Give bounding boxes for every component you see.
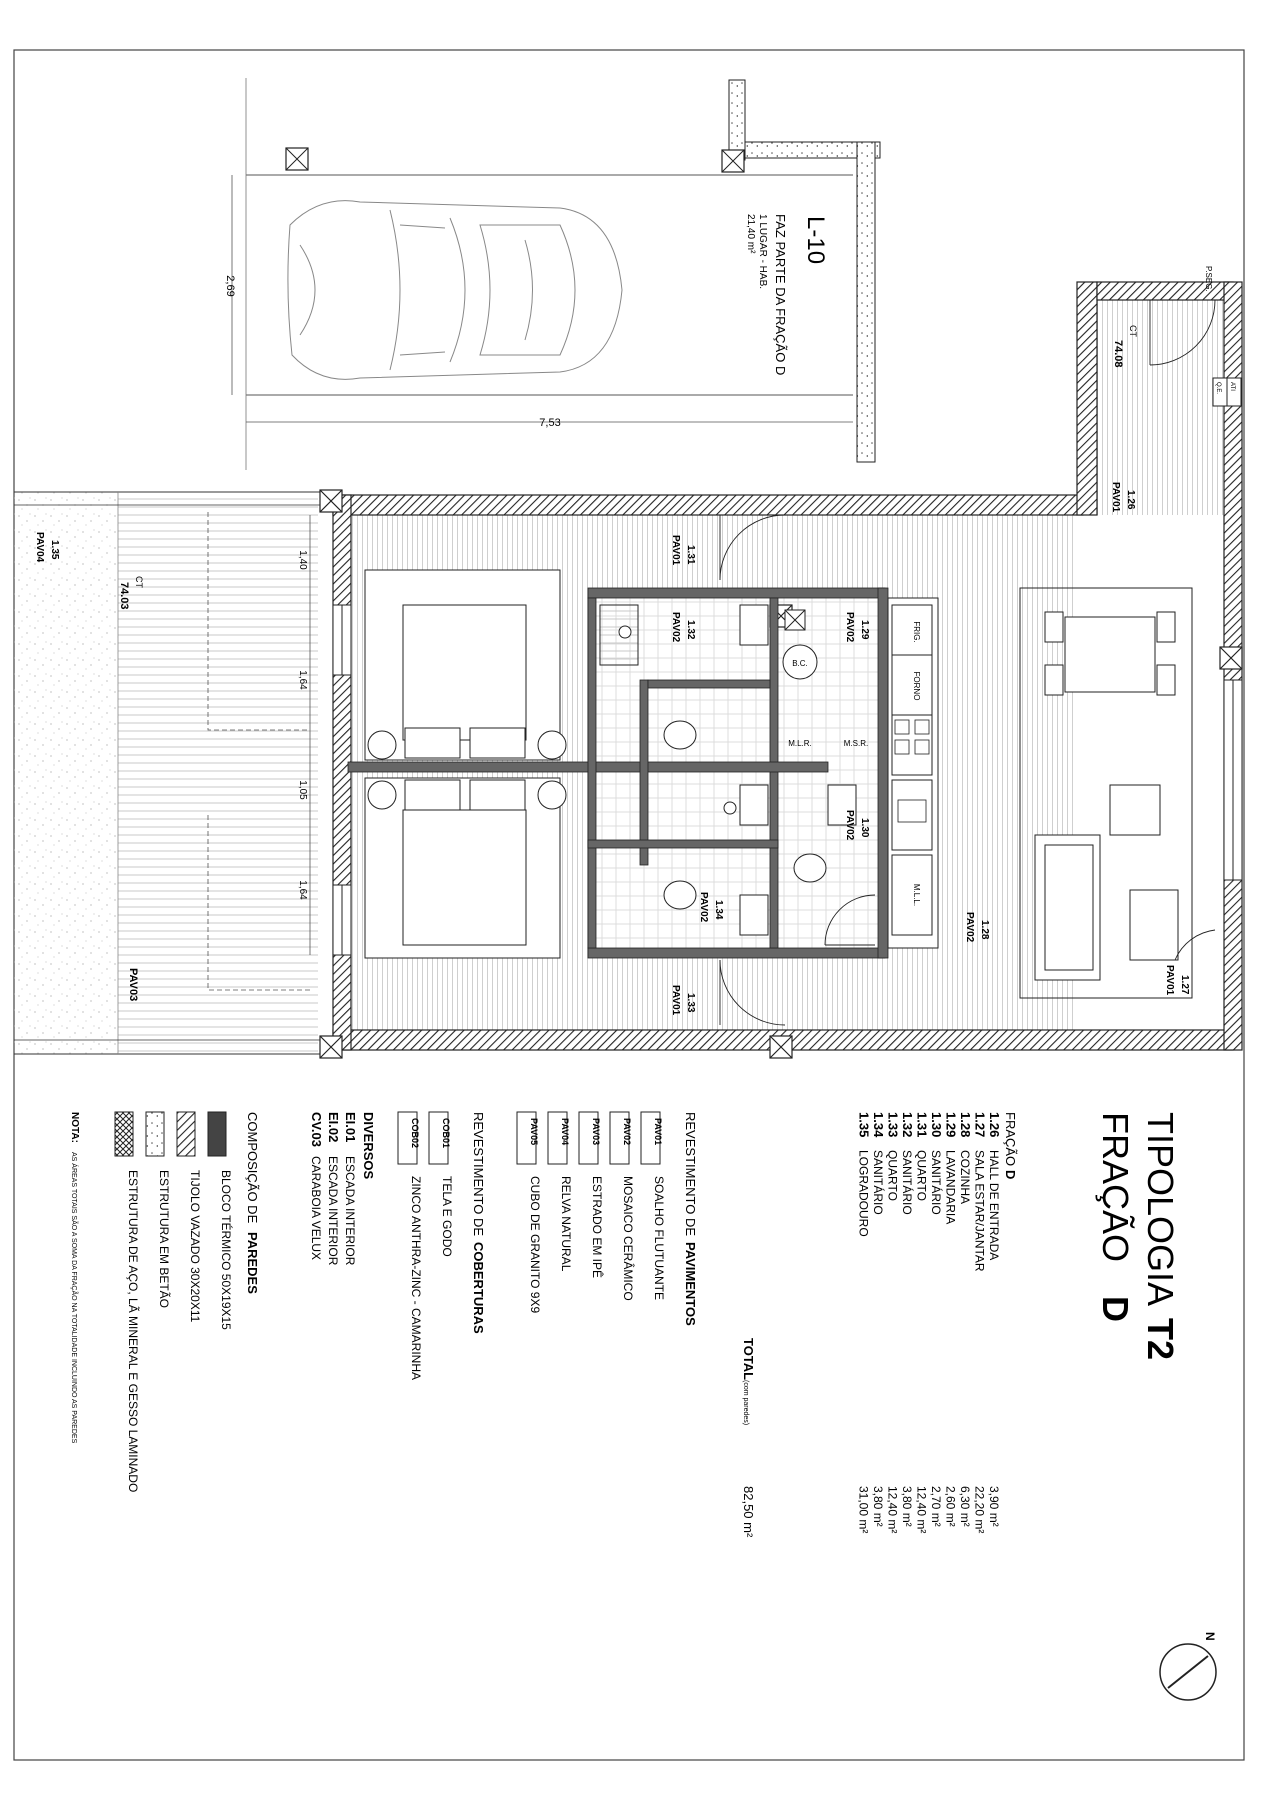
area-value: 2,60 m² (943, 1486, 958, 1527)
cob-name: TELA E GODO (440, 1176, 454, 1257)
room-code-130: 1.30 (859, 818, 870, 838)
room-code-126: 1.26 (1125, 490, 1136, 510)
diversos-name: CARABOIA VELUX (309, 1156, 323, 1261)
cob-code: COB02 (410, 1118, 420, 1149)
room-code-129: 1.29 (859, 620, 870, 640)
room-code-133: 1.33 (685, 993, 696, 1013)
room-pav-126: PAV01 (1110, 482, 1121, 513)
area-code: 1.34 (871, 1112, 886, 1138)
ct-terrace-value: 74.03 (118, 582, 130, 610)
label-qe: Q.E. (1215, 382, 1221, 395)
area-name: LAVANDARIA (943, 1150, 958, 1225)
pav-name: RELVA NATURAL (559, 1176, 573, 1272)
fracao-letter: D (1095, 1296, 1136, 1322)
total-label: TOTAL (741, 1338, 756, 1381)
pav-code: PAV04 (560, 1118, 570, 1146)
pav-heading-b: PAVIMENTOS (683, 1242, 698, 1326)
label-bc: B.C. (792, 659, 808, 668)
wall-swatch (115, 1112, 133, 1156)
wall-material-name: BLOCO TÉRMICO 50X19X15 (219, 1170, 233, 1330)
total-value: 82,50 m² (741, 1486, 756, 1538)
tipologia-t2: T2 (1140, 1318, 1181, 1361)
area-code: 1.27 (972, 1112, 988, 1138)
area-name: SANITÁRIO (929, 1150, 943, 1215)
pav-name: CUBO DE GRANITO 9X9 (528, 1176, 542, 1314)
label-frig: FRIG. (912, 621, 921, 643)
area-value: 3,90 m² (987, 1486, 1001, 1527)
ct-top-label: CT (1128, 325, 1138, 337)
diversos-code: EI.02 (326, 1112, 341, 1143)
room-pav-128: PAV02 (964, 912, 975, 943)
area-table (857, 1112, 1003, 1533)
pav-code: PAV02 (622, 1118, 632, 1146)
dim-164a: 1,64 (297, 670, 308, 690)
area-name: COZINHA (958, 1150, 972, 1204)
area-code: 1.29 (943, 1112, 959, 1138)
dim-parking-length: 7,53 (539, 417, 561, 429)
label-mll: M.L.L. (912, 883, 921, 907)
room-pav-131: PAV01 (670, 535, 681, 566)
nota-label: NOTA: (69, 1112, 80, 1143)
area-value: 6,30 m² (958, 1486, 972, 1527)
area-value: 31,00 m² (856, 1486, 871, 1534)
total-note: (com paredes) (742, 1380, 749, 1426)
title-block (69, 1112, 1217, 1700)
north-label: N (1203, 1632, 1217, 1641)
area-name: QUARTO (914, 1150, 929, 1201)
area-value: 3,80 m² (871, 1486, 885, 1527)
area-code: 1.28 (958, 1112, 973, 1138)
wall-swatch (177, 1112, 195, 1156)
diversos-code: CV.03 (309, 1112, 324, 1147)
area-code: 1.30 (929, 1112, 944, 1138)
pav-name: ESTRADO EM IPÊ (590, 1176, 604, 1279)
area-name: HALL DE ENTRADA (987, 1150, 1001, 1261)
area-name: LOGRADOURO (856, 1150, 871, 1237)
pav-code: PAV05 (529, 1118, 539, 1146)
diversos-heading: DIVERSOS (361, 1112, 376, 1180)
pav-name: SOALHO FLUTUANTE (652, 1176, 666, 1301)
room-code-131: 1.31 (685, 545, 696, 565)
area-value: 12,40 m² (885, 1486, 900, 1534)
diversos-code: EI.01 (343, 1112, 358, 1143)
paredes-heading-a: COMPOSIÇÃO DE (245, 1112, 260, 1224)
area-value: 3,80 m² (900, 1486, 914, 1527)
nota-text: AS ÁREAS TOTAIS SÃO A SOMA DA FRAÇÃO NA TOTALIDADE INCLUINDO AS PAREDES (70, 1152, 77, 1444)
diversos-list (309, 1112, 358, 1266)
fracao-label: FRAÇÃO (1003, 1112, 1018, 1167)
area-name: SANITÁRIO (871, 1150, 885, 1215)
diversos-name: ESCADA INTERIOR (343, 1156, 357, 1266)
pav-heading-a: REVESTIMENTO DE (683, 1112, 698, 1237)
label-mlr: M.L.R. (788, 739, 812, 748)
cob-code: COB01 (441, 1118, 451, 1149)
cob-name: ZINCO ANTHRA-ZINC - CAMARINHA (409, 1176, 423, 1380)
tipologia-label: TIPOLOGIA (1140, 1112, 1181, 1307)
room-pav-133: PAV01 (670, 985, 681, 1016)
terrace-deck (118, 492, 318, 1054)
label-pseg: P.SEG. (1204, 266, 1213, 292)
wall-swatch (146, 1112, 164, 1156)
room-code-127: 1.27 (1179, 975, 1190, 995)
diversos-name: ESCADA INTERIOR (326, 1156, 340, 1266)
pav-code: PAV01 (653, 1118, 663, 1146)
dim-parking-width: 2,69 (224, 275, 236, 297)
room-pav-134: PAV02 (698, 892, 709, 923)
fracao-label-letter: D (1003, 1170, 1018, 1180)
room-pav-127: PAV01 (1164, 965, 1175, 996)
parking-line1: FAZ PARTE DA FRAÇÃO D (773, 214, 788, 376)
pav-code: PAV03 (591, 1118, 601, 1146)
area-code: 1.26 (987, 1112, 1002, 1138)
room-code-135: 1.35 (49, 540, 60, 560)
fracao-title: FRAÇÃO (1095, 1112, 1136, 1263)
area-name: QUARTO (885, 1150, 900, 1201)
coberturas-list (398, 1112, 454, 1380)
dim-164b: 1,64 (297, 880, 308, 900)
area-code: 1.35 (856, 1112, 872, 1138)
pav03-label: PAV03 (127, 968, 139, 1002)
ct-top-value: 74.08 (1112, 340, 1124, 368)
label-ati: ATI (1229, 382, 1235, 391)
wall-material-name: ESTRUTURA DE AÇO, LÃ MINERAL E GESSO LAMINADO (126, 1170, 140, 1493)
room-pav-135: PAV04 (34, 532, 45, 563)
room-pav-130: PAV02 (844, 810, 855, 841)
area-code: 1.32 (900, 1112, 915, 1138)
north-arrow-icon (1160, 1632, 1217, 1700)
cob-heading-b: COBERTURAS (471, 1242, 486, 1334)
wall-material-name: ESTRUTURA EM BETÃO (157, 1170, 171, 1309)
area-code: 1.33 (885, 1112, 901, 1138)
label-msr: M.S.R. (843, 739, 869, 748)
room-pav-132: PAV02 (670, 612, 681, 643)
area-value: 12,40 m² (914, 1486, 929, 1534)
ct-terrace-label: CT (134, 576, 144, 588)
parking-title: L-10 (802, 216, 829, 265)
wall-material-name: TIJOLO VAZADO 30X20X11 (188, 1170, 202, 1323)
room-code-128: 1.28 (979, 920, 990, 940)
wall-swatch (208, 1112, 226, 1156)
car-icon (288, 201, 622, 380)
cob-heading-a: REVESTIMENTO DE (471, 1112, 486, 1237)
area-value: 2,70 m² (929, 1486, 943, 1527)
paredes-heading-b: PAREDES (245, 1232, 260, 1294)
parking-area (224, 78, 880, 470)
area-value: 22,20 m² (972, 1486, 987, 1534)
pav-name: MOSAICO CERÂMICO (621, 1176, 635, 1301)
area-name: SALA ESTAR/JANTAR (972, 1150, 987, 1272)
garden-lawn (14, 492, 118, 1054)
apartment-plan (14, 266, 1242, 1058)
dim-105: 1,05 (297, 780, 308, 800)
pavimentos-list (517, 1112, 666, 1313)
area-name: SANITÁRIO (900, 1150, 914, 1215)
parking-line2: 1 LUGAR - HAB. (757, 214, 768, 290)
parking-line3: 21,40 m² (745, 214, 756, 254)
label-forno: FORNO (912, 671, 921, 701)
paredes-list (115, 1112, 234, 1492)
room-pav-129: PAV02 (844, 612, 855, 643)
area-code: 1.31 (914, 1112, 930, 1138)
dim-140: 1,40 (297, 550, 308, 570)
room-code-134: 1.34 (713, 900, 724, 920)
room-code-132: 1.32 (685, 620, 696, 640)
